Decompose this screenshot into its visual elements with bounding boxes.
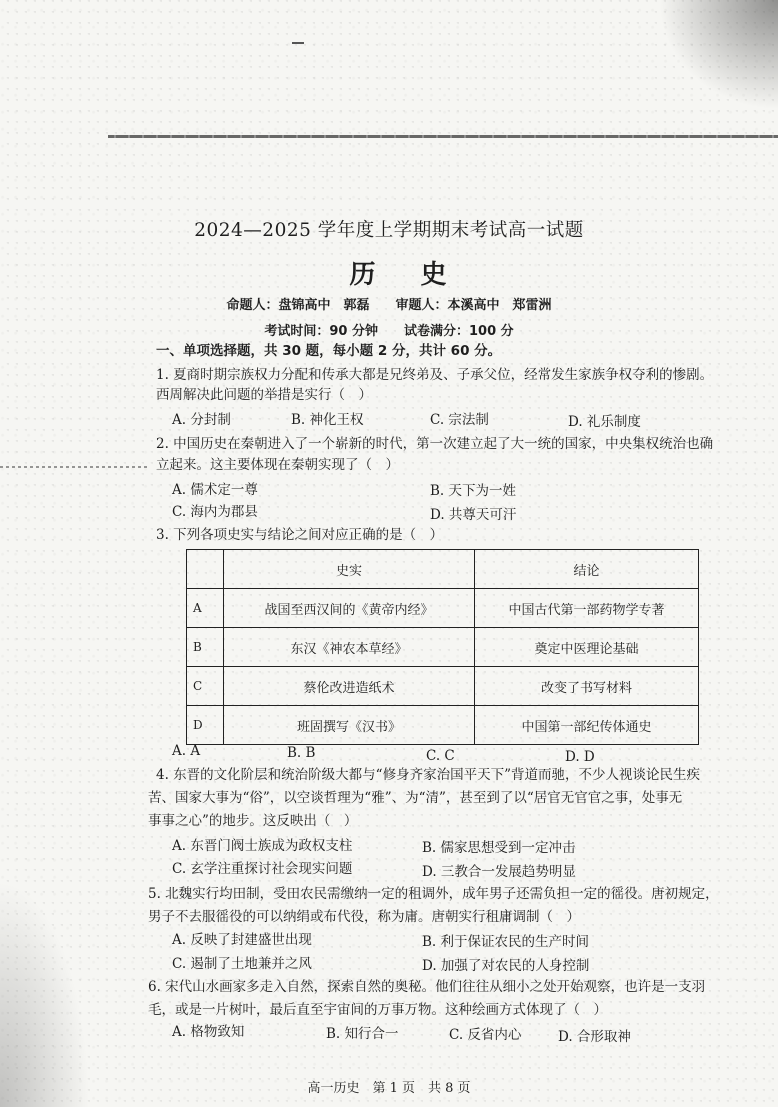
q5-option-d: D. 加强了对农民的人身控制 [422,958,590,974]
q4-option-c: C. 玄学注重探讨社会现实问题 [172,861,353,877]
table-header-key [187,550,224,589]
row-key: C [187,667,224,706]
scan-rule [108,135,778,138]
q2-stem-line2: 立起来。这主要体现在秦朝实现了（ ） [156,457,399,473]
exam-subject: 历 史 [349,260,465,290]
q1-stem-line2: 西周解决此问题的举措是实行（ ） [156,387,372,403]
q2-option-d: D. 共尊天可汗 [430,507,517,523]
row-conclusion: 改变了书写材料 [475,667,699,706]
row-fact: 班固撰写《汉书》 [224,706,475,745]
row-fact: 战国至西汉间的《黄帝内经》 [224,589,475,628]
exam-title: 2024—2025 学年度上学期期末考试高一试题 [194,220,584,241]
q1-option-c: C. 宗法制 [430,412,489,428]
q4-option-d: D. 三教合一发展趋势明显 [422,864,576,880]
q4-stem-line1: 4. 东晋的文化阶层和统治阶级大都与“修身齐家治国平天下”背道而驰，不少人视谈论民生疾 [156,767,700,783]
table-header-row [187,550,699,589]
table-header-conclusion: 结论 [475,550,699,589]
row-key: B [187,628,224,667]
table-row [187,628,699,667]
q6-option-b: B. 知行合一 [326,1026,399,1042]
q4-stem-line3: 事事之心”的地步。这反映出（ ） [148,813,358,829]
row-key: A [187,589,224,628]
q2-option-b: B. 天下为一姓 [430,483,517,499]
q5-stem-line1: 5. 北魏实行均田制，受田农民需缴纳一定的租调外，成年男子还需负担一定的徭役。唐初规定， [148,886,719,902]
q5-option-b: B. 利于保证农民的生产时间 [422,934,590,950]
scan-scratch [0,466,150,468]
exam-time-score: 考试时间：90 分钟 试卷满分：100 分 [264,324,514,339]
row-key: D [187,706,224,745]
q3-option-a: A. A [172,743,201,759]
row-conclusion: 中国第一部纪传体通史 [475,706,699,745]
row-fact: 东汉《神农本草经》 [224,628,475,667]
q1-option-d: D. 礼乐制度 [568,414,641,430]
row-conclusion: 中国古代第一部药物学专著 [475,589,699,628]
q3-option-c: C. C [426,748,455,764]
q4-option-a: A. 东晋门阀士族成为政权支柱 [172,838,353,854]
q2-option-a: A. 儒术定一尊 [172,482,258,498]
q6-option-a: A. 格物致知 [172,1024,245,1040]
q4-option-b: B. 儒家思想受到一定冲击 [422,840,576,856]
table-row [187,706,699,745]
q6-stem-line2: 毛，或是一片树叶，最后直至宇宙间的万事万物。这种绘画方式体现了（ ） [148,1002,607,1018]
row-conclusion: 奠定中医理论基础 [475,628,699,667]
q5-option-c: C. 遏制了土地兼并之风 [172,956,312,972]
table-row [187,589,699,628]
q6-stem-line1: 6. 宋代山水画家多走入自然，探索自然的奥秘。他们往往从细小之处开始观察，也许是一支羽 [148,979,706,995]
exam-authors: 命题人：盘锦高中 郭磊 审题人：本溪高中 郑雷洲 [226,298,552,313]
q2-option-c: C. 海内为郡县 [172,504,258,520]
q3-stem: 3. 下列各项史实与结论之间对应正确的是（ ） [156,527,444,543]
q5-stem-line2: 男子不去服徭役的可以纳绢或布代役，称为庸。唐朝实行租庸调制（ ） [148,909,580,925]
q3-option-d: D. D [565,749,595,765]
q3-option-b: B. B [287,745,316,761]
section-heading: 一、单项选择题，共 30 题，每小题 2 分，共计 60 分。 [156,343,502,359]
q6-option-c: C. 反省内心 [449,1027,522,1043]
facts-table [186,549,699,745]
q5-option-a: A. 反映了封建盛世出现 [172,932,312,948]
scan-shade [0,880,90,1107]
page-footer: 高一历史 第 1 页 共 8 页 [307,1081,471,1096]
scan-shadow [658,0,778,110]
scan-mark [292,42,304,44]
q6-option-d: D. 合形取神 [558,1029,631,1045]
q2-stem-line1: 2. 中国历史在秦朝进入了一个崭新的时代，第一次建立起了大一统的国家，中央集权统治也确 [156,436,714,452]
q1-stem-line1: 1. 夏商时期宗族权力分配和传承大都是兄终弟及、子承父位，经常发生家族争权夺利的惨剧。 [156,367,714,383]
q1-option-b: B. 神化王权 [291,412,364,428]
table-header-fact: 史实 [224,550,475,589]
q4-stem-line2: 苦、国家大事为“俗”，以空谈哲理为“雅”、为“清”，甚至到了以“居官无官官之事，处事无 [148,790,683,806]
table-row [187,667,699,706]
row-fact: 蔡伦改进造纸术 [224,667,475,706]
q1-option-a: A. 分封制 [172,412,231,428]
